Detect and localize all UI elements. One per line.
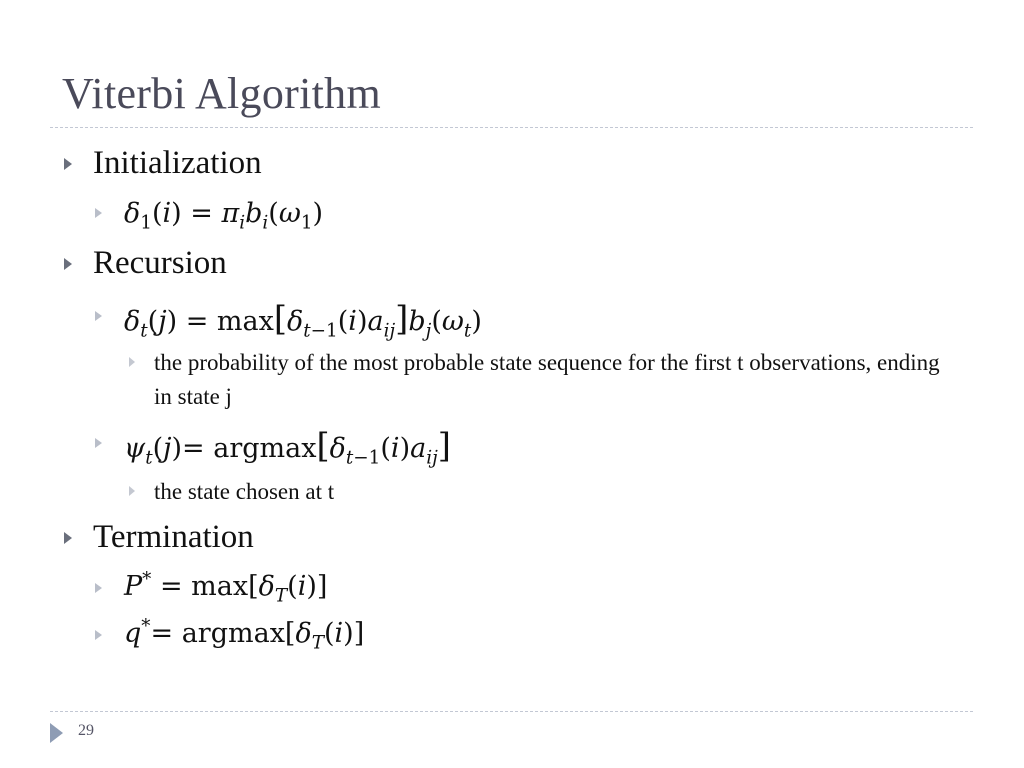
bullet-icon xyxy=(95,208,102,218)
bullet-termination: Termination xyxy=(93,519,254,555)
slide-title: Viterbi Algorithm xyxy=(62,69,381,118)
bullet-recursion: Recursion xyxy=(93,245,227,281)
recursion-note-probability: the probability of the most probable state sequence for the first t observations, ending in state j xyxy=(154,350,940,409)
argmax-operator: argmax xyxy=(181,618,285,649)
formula-psi-recursion: $\psi_t(j)= argmax[\delta_{t-1}(i)a_{ij}]$ xyxy=(124,426,451,469)
max-operator: max xyxy=(191,571,249,602)
page-number: 29 xyxy=(78,722,94,739)
footer-divider xyxy=(50,711,973,712)
bullet-icon xyxy=(64,532,72,544)
footer-arrow-icon xyxy=(50,723,63,743)
title-divider xyxy=(50,127,973,128)
bullet-icon xyxy=(95,583,102,593)
formula-delta-recursion: $\delta_t(j) = \max[\delta_{t-1}(i)a_{ij}]b_j(\omega_t)$ xyxy=(124,299,482,342)
max-operator: max xyxy=(216,306,274,337)
bullet-icon xyxy=(95,630,102,640)
bullet-icon xyxy=(129,486,135,496)
bullet-icon xyxy=(64,158,72,170)
recursion-note-state: the state chosen at t xyxy=(154,479,335,504)
bullet-icon xyxy=(95,438,102,448)
formula-q-star: $q^*= argmax[\delta_T(i)]$ xyxy=(124,616,365,654)
bullet-icon xyxy=(64,258,72,270)
bullet-icon xyxy=(95,311,102,321)
formula-initialization: $\delta_1(i) = \pi_ib_i(\omega_1)$ xyxy=(124,198,324,234)
bullet-icon xyxy=(129,357,135,367)
argmax-operator: argmax xyxy=(213,433,317,464)
formula-p-star: $P^* = \max[\delta_T(i)]$ xyxy=(124,569,328,607)
bullet-initialization: Initialization xyxy=(93,145,262,181)
